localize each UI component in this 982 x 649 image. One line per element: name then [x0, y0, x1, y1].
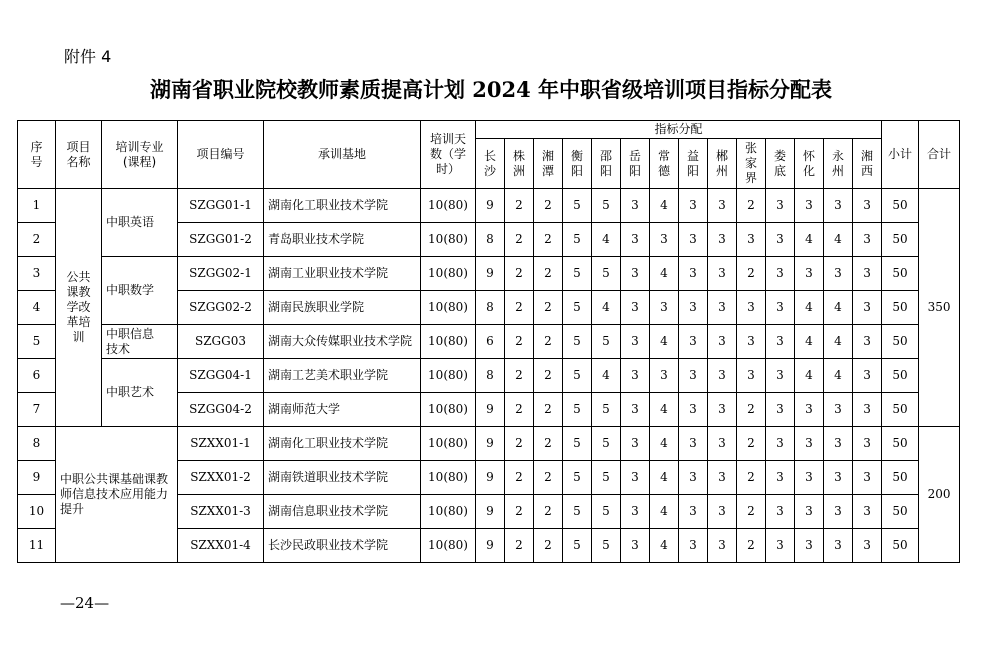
row-city-value: 3	[853, 359, 882, 393]
row-city-value: 2	[505, 393, 534, 427]
row-city-value: 3	[795, 393, 824, 427]
row-base: 青岛职业技术学院	[264, 223, 421, 257]
row-seq: 8	[18, 427, 56, 461]
row-city-value: 3	[737, 291, 766, 325]
row-city-value: 2	[505, 495, 534, 529]
row-city-value: 5	[592, 529, 621, 563]
page-title: 湖南省职业院校教师素质提高计划 2024 年中职省级培训项目指标分配表	[149, 77, 833, 102]
header-city-3	[563, 139, 592, 189]
row-code: SZGG04-2	[178, 393, 264, 427]
row-city-value: 5	[563, 223, 592, 257]
row-city-value: 4	[650, 325, 679, 359]
row-city-value: 3	[824, 495, 853, 529]
row-days: 10(80)	[421, 325, 476, 359]
header-project-name	[56, 121, 102, 189]
row-city-value: 3	[766, 529, 795, 563]
major-name: 中职信息技术	[106, 326, 155, 356]
row-city-value: 5	[592, 257, 621, 291]
row-city-value: 2	[505, 223, 534, 257]
row-city-value: 3	[766, 393, 795, 427]
row-code: SZXX01-4	[178, 529, 264, 563]
row-city-value: 3	[708, 359, 737, 393]
header-city-label: 长沙	[483, 148, 496, 178]
row-code: SZGG01-2	[178, 223, 264, 257]
row-city-value: 3	[708, 393, 737, 427]
header-city-label: 株洲	[512, 148, 525, 178]
header-city-11	[795, 139, 824, 189]
row-city-value: 3	[853, 223, 882, 257]
row-city-value: 3	[679, 495, 708, 529]
row-city-value: 2	[737, 529, 766, 563]
row-city-value: 9	[476, 393, 505, 427]
row-city-value: 2	[534, 257, 563, 291]
row-city-value: 4	[650, 427, 679, 461]
header-total: 合计	[919, 121, 960, 189]
row-city-value: 3	[679, 189, 708, 223]
row-city-value: 3	[795, 189, 824, 223]
row-city-value: 2	[737, 427, 766, 461]
row-city-value: 3	[621, 461, 650, 495]
row-city-value: 3	[708, 291, 737, 325]
row-city-value: 2	[737, 189, 766, 223]
header-subtotal: 小计	[882, 121, 919, 189]
header-city-5	[621, 139, 650, 189]
row-base: 长沙民政职业技术学院	[264, 529, 421, 563]
header-city-label: 永州	[831, 148, 844, 178]
row-city-value: 5	[563, 291, 592, 325]
row-city-value: 2	[534, 223, 563, 257]
row-city-value: 9	[476, 461, 505, 495]
header-city-label: 湘潭	[541, 148, 554, 178]
header-city-7	[679, 139, 708, 189]
row-city-value: 3	[621, 257, 650, 291]
row-code: SZXX01-2	[178, 461, 264, 495]
header-city-10	[766, 139, 795, 189]
row-city-value: 2	[505, 257, 534, 291]
row-city-value: 4	[795, 359, 824, 393]
allocation-table	[17, 120, 960, 563]
row-city-value: 2	[534, 427, 563, 461]
row-city-value: 3	[853, 189, 882, 223]
row-city-value: 3	[853, 257, 882, 291]
row-code: SZGG02-2	[178, 291, 264, 325]
row-city-value: 3	[795, 461, 824, 495]
row-city-value: 4	[824, 359, 853, 393]
row-city-value: 2	[505, 461, 534, 495]
row-city-value: 2	[534, 461, 563, 495]
row-city-value: 2	[534, 325, 563, 359]
row-city-value: 3	[679, 325, 708, 359]
row-city-value: 4	[650, 529, 679, 563]
row-city-value: 3	[708, 257, 737, 291]
row-city-value: 4	[795, 291, 824, 325]
row-city-value: 9	[476, 529, 505, 563]
header-project-name-label: 项目名称	[66, 139, 91, 169]
row-code: SZGG04-1	[178, 359, 264, 393]
row-city-value: 3	[679, 223, 708, 257]
row-city-value: 3	[766, 223, 795, 257]
row-city-value: 5	[563, 325, 592, 359]
table-row	[18, 257, 960, 291]
row-subtotal: 50	[882, 461, 919, 495]
row-seq: 3	[18, 257, 56, 291]
row-city-value: 5	[563, 427, 592, 461]
header-city-12	[824, 139, 853, 189]
row-city-value: 3	[679, 257, 708, 291]
row-city-value: 3	[853, 325, 882, 359]
row-city-value: 4	[592, 291, 621, 325]
major-cell	[102, 325, 178, 359]
row-city-value: 3	[853, 529, 882, 563]
row-subtotal: 50	[882, 223, 919, 257]
row-city-value: 5	[563, 189, 592, 223]
row-city-value: 3	[679, 461, 708, 495]
row-city-value: 3	[824, 393, 853, 427]
row-city-value: 4	[650, 393, 679, 427]
group-name-cell	[56, 189, 102, 427]
row-days: 10(80)	[421, 359, 476, 393]
row-subtotal: 50	[882, 393, 919, 427]
major-name: 中职数学	[106, 283, 155, 297]
row-code: SZXX01-1	[178, 427, 264, 461]
header-city-2	[534, 139, 563, 189]
row-city-value: 3	[853, 461, 882, 495]
row-city-value: 3	[853, 393, 882, 427]
row-days: 10(80)	[421, 461, 476, 495]
row-base: 湖南工艺美术职业学院	[264, 359, 421, 393]
row-seq: 9	[18, 461, 56, 495]
row-subtotal: 50	[882, 291, 919, 325]
row-city-value: 5	[592, 325, 621, 359]
header-city-1	[505, 139, 534, 189]
row-city-value: 3	[795, 529, 824, 563]
major-cell	[102, 189, 178, 257]
row-city-value: 3	[650, 291, 679, 325]
header-major-label: 培训专业(课程)	[115, 139, 164, 169]
row-city-value: 4	[650, 495, 679, 529]
row-city-value: 3	[853, 495, 882, 529]
row-days: 10(80)	[421, 427, 476, 461]
row-days: 10(80)	[421, 495, 476, 529]
header-city-6	[650, 139, 679, 189]
row-base: 湖南民族职业学院	[264, 291, 421, 325]
row-city-value: 9	[476, 189, 505, 223]
row-city-value: 2	[737, 393, 766, 427]
row-code: SZXX01-3	[178, 495, 264, 529]
header-city-label: 怀化	[802, 148, 815, 178]
row-city-value: 3	[679, 359, 708, 393]
row-days: 10(80)	[421, 223, 476, 257]
header-city-label: 娄底	[773, 148, 786, 178]
row-base: 湖南师范大学	[264, 393, 421, 427]
row-city-value: 3	[621, 393, 650, 427]
group-name-cell	[56, 427, 178, 563]
row-city-value: 5	[563, 529, 592, 563]
row-city-value: 3	[737, 359, 766, 393]
row-code: SZGG02-1	[178, 257, 264, 291]
row-base: 湖南化工职业技术学院	[264, 427, 421, 461]
row-city-value: 5	[592, 393, 621, 427]
row-city-value: 2	[505, 325, 534, 359]
row-subtotal: 50	[882, 325, 919, 359]
group-name: 中职公共课基础课教师信息技术应用能力提升	[60, 472, 169, 516]
row-seq: 6	[18, 359, 56, 393]
header-base: 承训基地	[264, 121, 421, 189]
row-city-value: 4	[795, 223, 824, 257]
row-city-value: 4	[795, 325, 824, 359]
group-total: 200	[919, 427, 960, 563]
row-city-value: 2	[534, 529, 563, 563]
header-city-label: 郴州	[715, 148, 728, 178]
group-total: 350	[919, 189, 960, 427]
row-city-value: 3	[621, 189, 650, 223]
row-city-value: 3	[766, 189, 795, 223]
row-city-value: 5	[592, 495, 621, 529]
row-seq: 11	[18, 529, 56, 563]
row-seq: 2	[18, 223, 56, 257]
header-seq	[18, 121, 56, 189]
row-city-value: 3	[824, 427, 853, 461]
header-city-9	[737, 139, 766, 189]
row-city-value: 3	[737, 325, 766, 359]
header-major	[102, 121, 178, 189]
row-city-value: 4	[592, 359, 621, 393]
major-cell	[102, 257, 178, 325]
row-city-value: 3	[824, 257, 853, 291]
header-city-label: 岳阳	[628, 148, 641, 178]
attachment-label: 附件 4	[64, 47, 112, 66]
row-city-value: 2	[505, 359, 534, 393]
row-seq: 7	[18, 393, 56, 427]
row-city-value: 3	[621, 495, 650, 529]
row-city-value: 5	[592, 189, 621, 223]
row-city-value: 3	[708, 325, 737, 359]
row-subtotal: 50	[882, 529, 919, 563]
row-city-value: 9	[476, 257, 505, 291]
header-city-label: 常德	[657, 148, 670, 178]
header-city-4	[592, 139, 621, 189]
row-seq: 10	[18, 495, 56, 529]
row-subtotal: 50	[882, 257, 919, 291]
row-city-value: 3	[766, 291, 795, 325]
row-city-value: 2	[534, 359, 563, 393]
row-city-value: 6	[476, 325, 505, 359]
row-city-value: 3	[766, 427, 795, 461]
header-seq-label: 序号	[30, 139, 43, 169]
major-name: 中职艺术	[106, 385, 155, 399]
row-city-value: 3	[795, 495, 824, 529]
row-city-value: 3	[824, 461, 853, 495]
header-city-label: 湘西	[860, 148, 873, 178]
row-city-value: 8	[476, 291, 505, 325]
row-city-value: 2	[505, 529, 534, 563]
row-subtotal: 50	[882, 189, 919, 223]
row-code: SZGG03	[178, 325, 264, 359]
row-days: 10(80)	[421, 393, 476, 427]
header-city-label: 邵阳	[599, 148, 612, 178]
row-base: 湖南铁道职业技术学院	[264, 461, 421, 495]
page-number: —24—	[60, 594, 110, 612]
row-city-value: 4	[824, 325, 853, 359]
row-city-value: 3	[853, 427, 882, 461]
header-distribution: 指标分配	[476, 121, 882, 139]
row-city-value: 3	[621, 291, 650, 325]
row-city-value: 8	[476, 359, 505, 393]
row-base: 湖南工业职业技术学院	[264, 257, 421, 291]
row-city-value: 2	[737, 257, 766, 291]
header-city-label: 衡阳	[570, 148, 583, 178]
header-city-label: 张家界	[744, 141, 757, 185]
row-city-value: 5	[563, 257, 592, 291]
row-seq: 4	[18, 291, 56, 325]
row-city-value: 2	[737, 461, 766, 495]
row-city-value: 3	[766, 325, 795, 359]
row-city-value: 3	[795, 257, 824, 291]
row-city-value: 9	[476, 427, 505, 461]
row-city-value: 2	[505, 291, 534, 325]
row-subtotal: 50	[882, 359, 919, 393]
table-row	[18, 359, 960, 393]
row-city-value: 3	[679, 393, 708, 427]
row-city-value: 3	[679, 427, 708, 461]
row-city-value: 3	[621, 427, 650, 461]
header-days-label: 培训天数（学时）	[429, 132, 466, 176]
row-city-value: 5	[563, 393, 592, 427]
header-city-0	[476, 139, 505, 189]
row-city-value: 5	[592, 427, 621, 461]
table-row	[18, 325, 960, 359]
header-days	[421, 121, 476, 189]
row-city-value: 2	[534, 291, 563, 325]
row-city-value: 3	[679, 529, 708, 563]
row-city-value: 2	[534, 495, 563, 529]
row-city-value: 2	[505, 189, 534, 223]
row-days: 10(80)	[421, 257, 476, 291]
row-days: 10(80)	[421, 291, 476, 325]
row-city-value: 3	[708, 427, 737, 461]
row-city-value: 4	[592, 223, 621, 257]
header-city-label: 益阳	[686, 148, 699, 178]
group-name: 公共课教学改革培训	[66, 270, 91, 344]
row-base: 湖南大众传媒职业技术学院	[264, 325, 421, 359]
row-city-value: 3	[766, 495, 795, 529]
row-city-value: 3	[795, 427, 824, 461]
row-city-value: 4	[650, 189, 679, 223]
row-seq: 5	[18, 325, 56, 359]
row-city-value: 3	[679, 291, 708, 325]
row-seq: 1	[18, 189, 56, 223]
row-city-value: 3	[708, 529, 737, 563]
row-city-value: 3	[824, 529, 853, 563]
row-city-value: 4	[824, 223, 853, 257]
row-city-value: 2	[737, 495, 766, 529]
row-city-value: 3	[621, 223, 650, 257]
major-cell	[102, 359, 178, 427]
header-code: 项目编号	[178, 121, 264, 189]
row-city-value: 4	[650, 257, 679, 291]
row-city-value: 5	[592, 461, 621, 495]
row-city-value: 3	[650, 223, 679, 257]
row-base: 湖南信息职业技术学院	[264, 495, 421, 529]
row-city-value: 4	[650, 461, 679, 495]
row-city-value: 3	[737, 223, 766, 257]
row-city-value: 4	[824, 291, 853, 325]
row-subtotal: 50	[882, 495, 919, 529]
row-code: SZGG01-1	[178, 189, 264, 223]
row-city-value: 2	[505, 427, 534, 461]
row-city-value: 3	[708, 223, 737, 257]
row-city-value: 2	[534, 189, 563, 223]
header-city-8	[708, 139, 737, 189]
row-city-value: 3	[766, 461, 795, 495]
row-city-value: 9	[476, 495, 505, 529]
row-city-value: 3	[621, 325, 650, 359]
row-base: 湖南化工职业技术学院	[264, 189, 421, 223]
row-subtotal: 50	[882, 427, 919, 461]
table-row	[18, 189, 960, 223]
row-city-value: 8	[476, 223, 505, 257]
row-city-value: 3	[766, 359, 795, 393]
header-city-13	[853, 139, 882, 189]
row-city-value: 3	[708, 461, 737, 495]
row-days: 10(80)	[421, 529, 476, 563]
row-city-value: 5	[563, 495, 592, 529]
table-row	[18, 427, 960, 461]
row-city-value: 3	[824, 189, 853, 223]
row-days: 10(80)	[421, 189, 476, 223]
major-name: 中职英语	[106, 215, 155, 229]
row-city-value: 2	[534, 393, 563, 427]
row-city-value: 3	[621, 359, 650, 393]
row-city-value: 3	[766, 257, 795, 291]
row-city-value: 3	[708, 495, 737, 529]
row-city-value: 3	[621, 529, 650, 563]
row-city-value: 3	[708, 189, 737, 223]
row-city-value: 3	[853, 291, 882, 325]
row-city-value: 5	[563, 359, 592, 393]
row-city-value: 3	[650, 359, 679, 393]
row-city-value: 5	[563, 461, 592, 495]
